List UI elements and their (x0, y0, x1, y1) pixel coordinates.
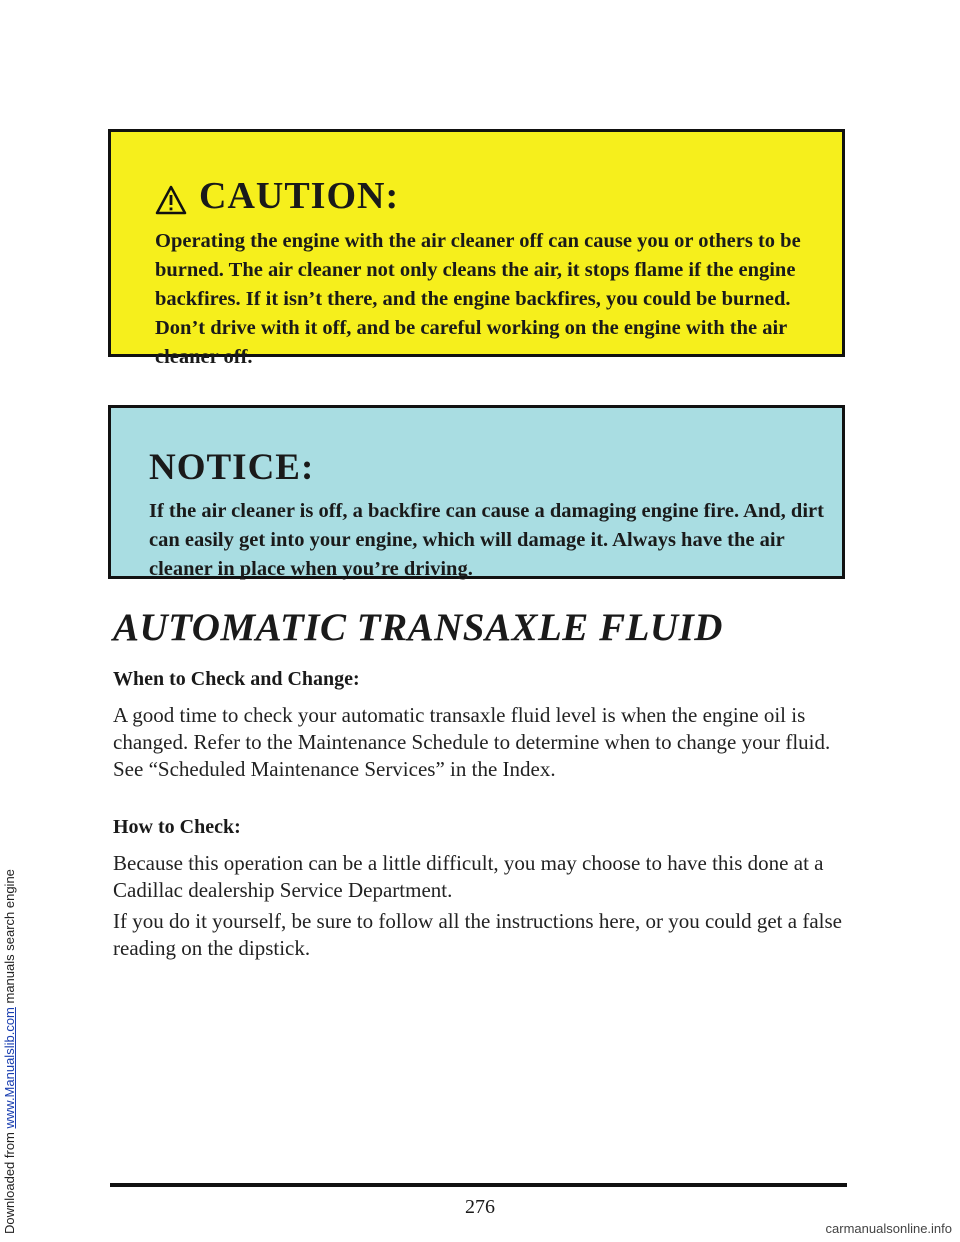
caution-box (108, 129, 845, 368)
watermark-suffix: manuals search engine (2, 869, 17, 1008)
notice-box (108, 405, 845, 579)
warning-triangle-icon (155, 181, 187, 211)
when-to-check-text: A good time to check your automatic transaxle fluid level is when the engine oil is changed. Refer to the Maintenance Schedule to determine when to change your fluid. See “Scheduled Maintenance Services” in the Index. (113, 703, 831, 781)
manualslib-link[interactable]: www.Manualslib.com (2, 1007, 17, 1129)
when-to-check-heading: When to Check and Change: (113, 668, 360, 690)
watermark-prefix: Downloaded from (2, 1128, 17, 1234)
how-to-check-heading: How to Check: (113, 816, 241, 838)
footer-rule (110, 1183, 847, 1187)
caution-title-text: CAUTION: (199, 175, 400, 217)
how-to-check-text-2: If you do it yourself, be sure to follow all the instructions here, or you could get a false reading on the dipstick. (113, 909, 842, 960)
side-watermark (2, 869, 17, 1234)
section-heading: AUTOMATIC TRANSAXLE FLUID (113, 606, 723, 649)
caution-text: Operating the engine with the air cleaner off can cause you or others to be burned. The air cleaner not only cleans the air, it stops flame if the engine backfires. If it isn’t there, and the engine backfires, you could be burned. Don’t drive with it off, and be careful working on the engine with the air cleaner off. (155, 230, 801, 368)
how-to-check-text-1: Because this operation can be a little difficult, you may choose to have this done at a Cadillac dealership Service Department. (113, 851, 824, 902)
caution-title (155, 174, 399, 218)
bottom-watermark: carmanualsonline.info (825, 1221, 952, 1236)
page-number: 276 (465, 1196, 495, 1218)
notice-text: If the air cleaner is off, a backfire can cause a damaging engine fire. And, dirt can easily get into your engine, which will damage it. Always have the air cleaner in place when you’re driving. (149, 500, 824, 580)
notice-title: NOTICE: (149, 447, 315, 488)
